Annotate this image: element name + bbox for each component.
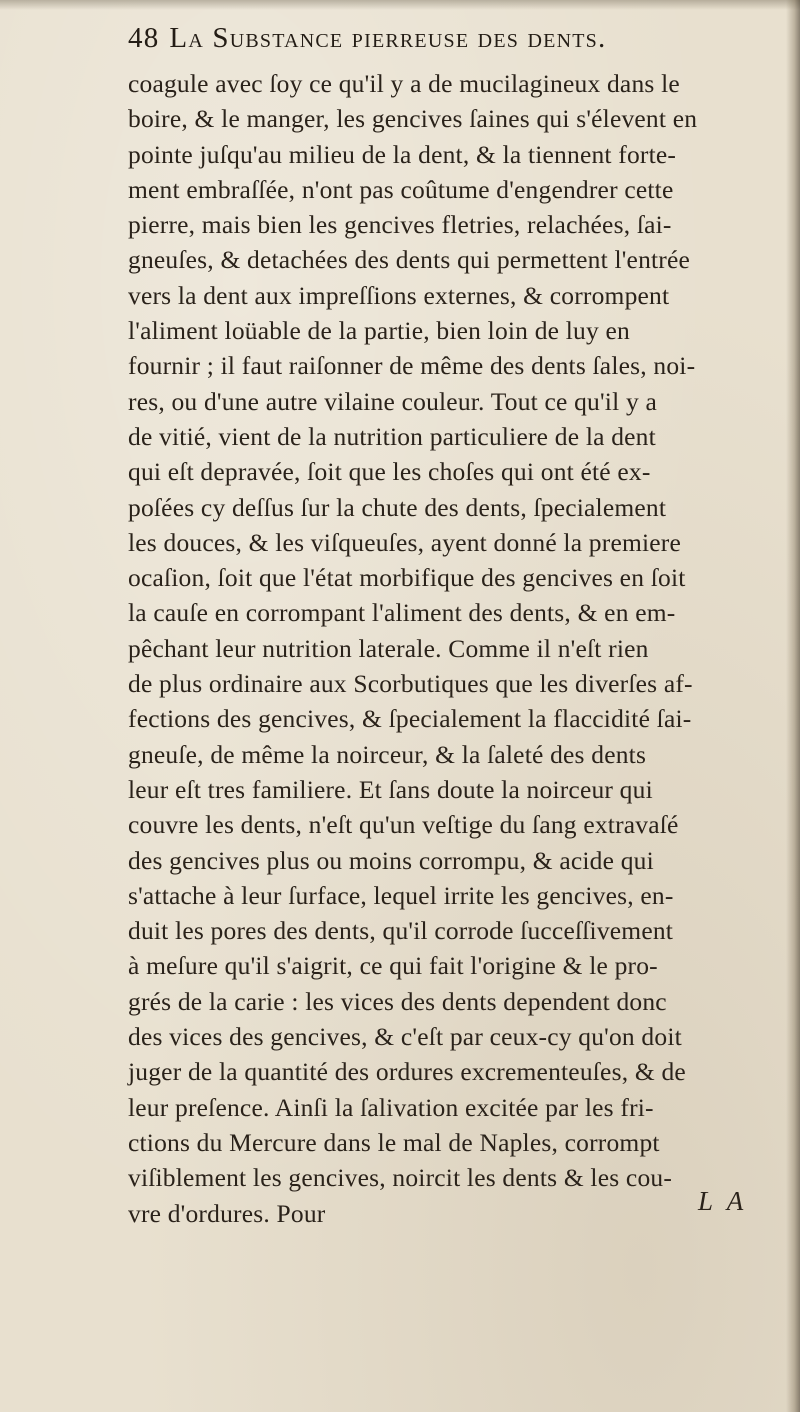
text-line: leur eſt tres familiere. Et ſans doute la noirceur qui: [128, 774, 653, 804]
text-line: pierre, mais bien les gencives fletries, relachées, ſai-: [128, 210, 672, 240]
page-top-shadow: [0, 0, 800, 10]
text-line: duit les pores des dents, qu'il corrode ſucceſſivement: [128, 916, 674, 946]
text-line: vers la dent aux impreſſions externes, & corrompent: [128, 280, 670, 310]
text-line: qui eſt depravée, ſoit que les choſes qui ont été ex-: [128, 457, 651, 487]
page-gutter-shadow: [786, 0, 800, 1412]
running-head: [128, 22, 778, 66]
running-head-title: La Substance pierreuse des dents.: [169, 22, 607, 54]
text-line: de plus ordinaire aux Scorbutiques que les diverſes af-: [128, 669, 693, 699]
text-line: boire, & le manger, les gencives ſaines qui s'élevent en: [128, 104, 698, 134]
text-line: fections des gencives, & ſpecialement la flaccidité ſai-: [128, 704, 692, 734]
text-line: s'attache à leur ſurface, lequel irrite les gencives, en-: [128, 880, 674, 910]
text-line: à meſure qu'il s'aigrit, ce qui fait l'origine & le pro-: [128, 951, 658, 981]
text-line: gneuſe, de même la noirceur, & la ſaleté des dents: [128, 739, 647, 769]
text-line: des gencives plus ou moins corrompu, & acide qui: [128, 845, 654, 875]
text-line: vre d'ordures. Pour: [128, 1198, 326, 1228]
text-line: les douces, & les viſqueuſes, ayent donné la premiere: [128, 527, 682, 557]
text-line: juger de la quantité des ordures excrementeuſes, & de: [128, 1057, 686, 1087]
catchword: L A: [698, 1186, 748, 1216]
text-line: l'aliment loüable de la partie, bien loin de luy en: [128, 316, 630, 346]
text-line: ctions du Mercure dans le mal de Naples, corrompt: [128, 1127, 660, 1157]
text-line: ocaſion, ſoit que l'état morbifique des gencives en ſoit: [128, 563, 686, 593]
page-number: 48: [128, 22, 160, 54]
text-line: leur preſence. Ainſi la ſalivation excitée par les fri-: [128, 1092, 654, 1122]
text-line: pêchant leur nutrition laterale. Comme il n'eſt rien: [128, 633, 649, 663]
text-line: la cauſe en corrompant l'aliment des dents, & en em-: [128, 598, 676, 628]
text-line: de vitié, vient de la nutrition particuliere de la dent: [128, 421, 656, 451]
text-line: couvre les dents, n'eſt qu'un veſtige du ſang extravaſé: [128, 810, 679, 840]
text-line: viſiblement les gencives, noircit les dents & les cou-: [128, 1163, 673, 1193]
text-line: poſées cy deſſus ſur la chute des dents, ſpecialement: [128, 492, 667, 522]
text-line: pointe juſqu'au milieu de la dent, & la tiennent forte-: [128, 139, 677, 169]
text-line: grés de la carie : les vices des dents dependent donc: [128, 986, 667, 1016]
text-line: ment embraſſée, n'ont pas coûtume d'engendrer cette: [128, 174, 674, 204]
text-line: coagule avec ſoy ce qu'il y a de mucilagineux dans le: [128, 69, 680, 98]
body-text: [128, 66, 788, 1231]
text-line: gneuſes, & detachées des dents qui permettent l'entrée: [128, 245, 691, 275]
text-line: res, ou d'une autre vilaine couleur. Tout ce qu'il y a: [128, 386, 657, 416]
text-line: fournir ; il faut raiſonner de même des dents ſales, noi-: [128, 351, 696, 381]
text-line: des vices des gencives, & c'eſt par ceux-cy qu'on doit: [128, 1022, 682, 1052]
